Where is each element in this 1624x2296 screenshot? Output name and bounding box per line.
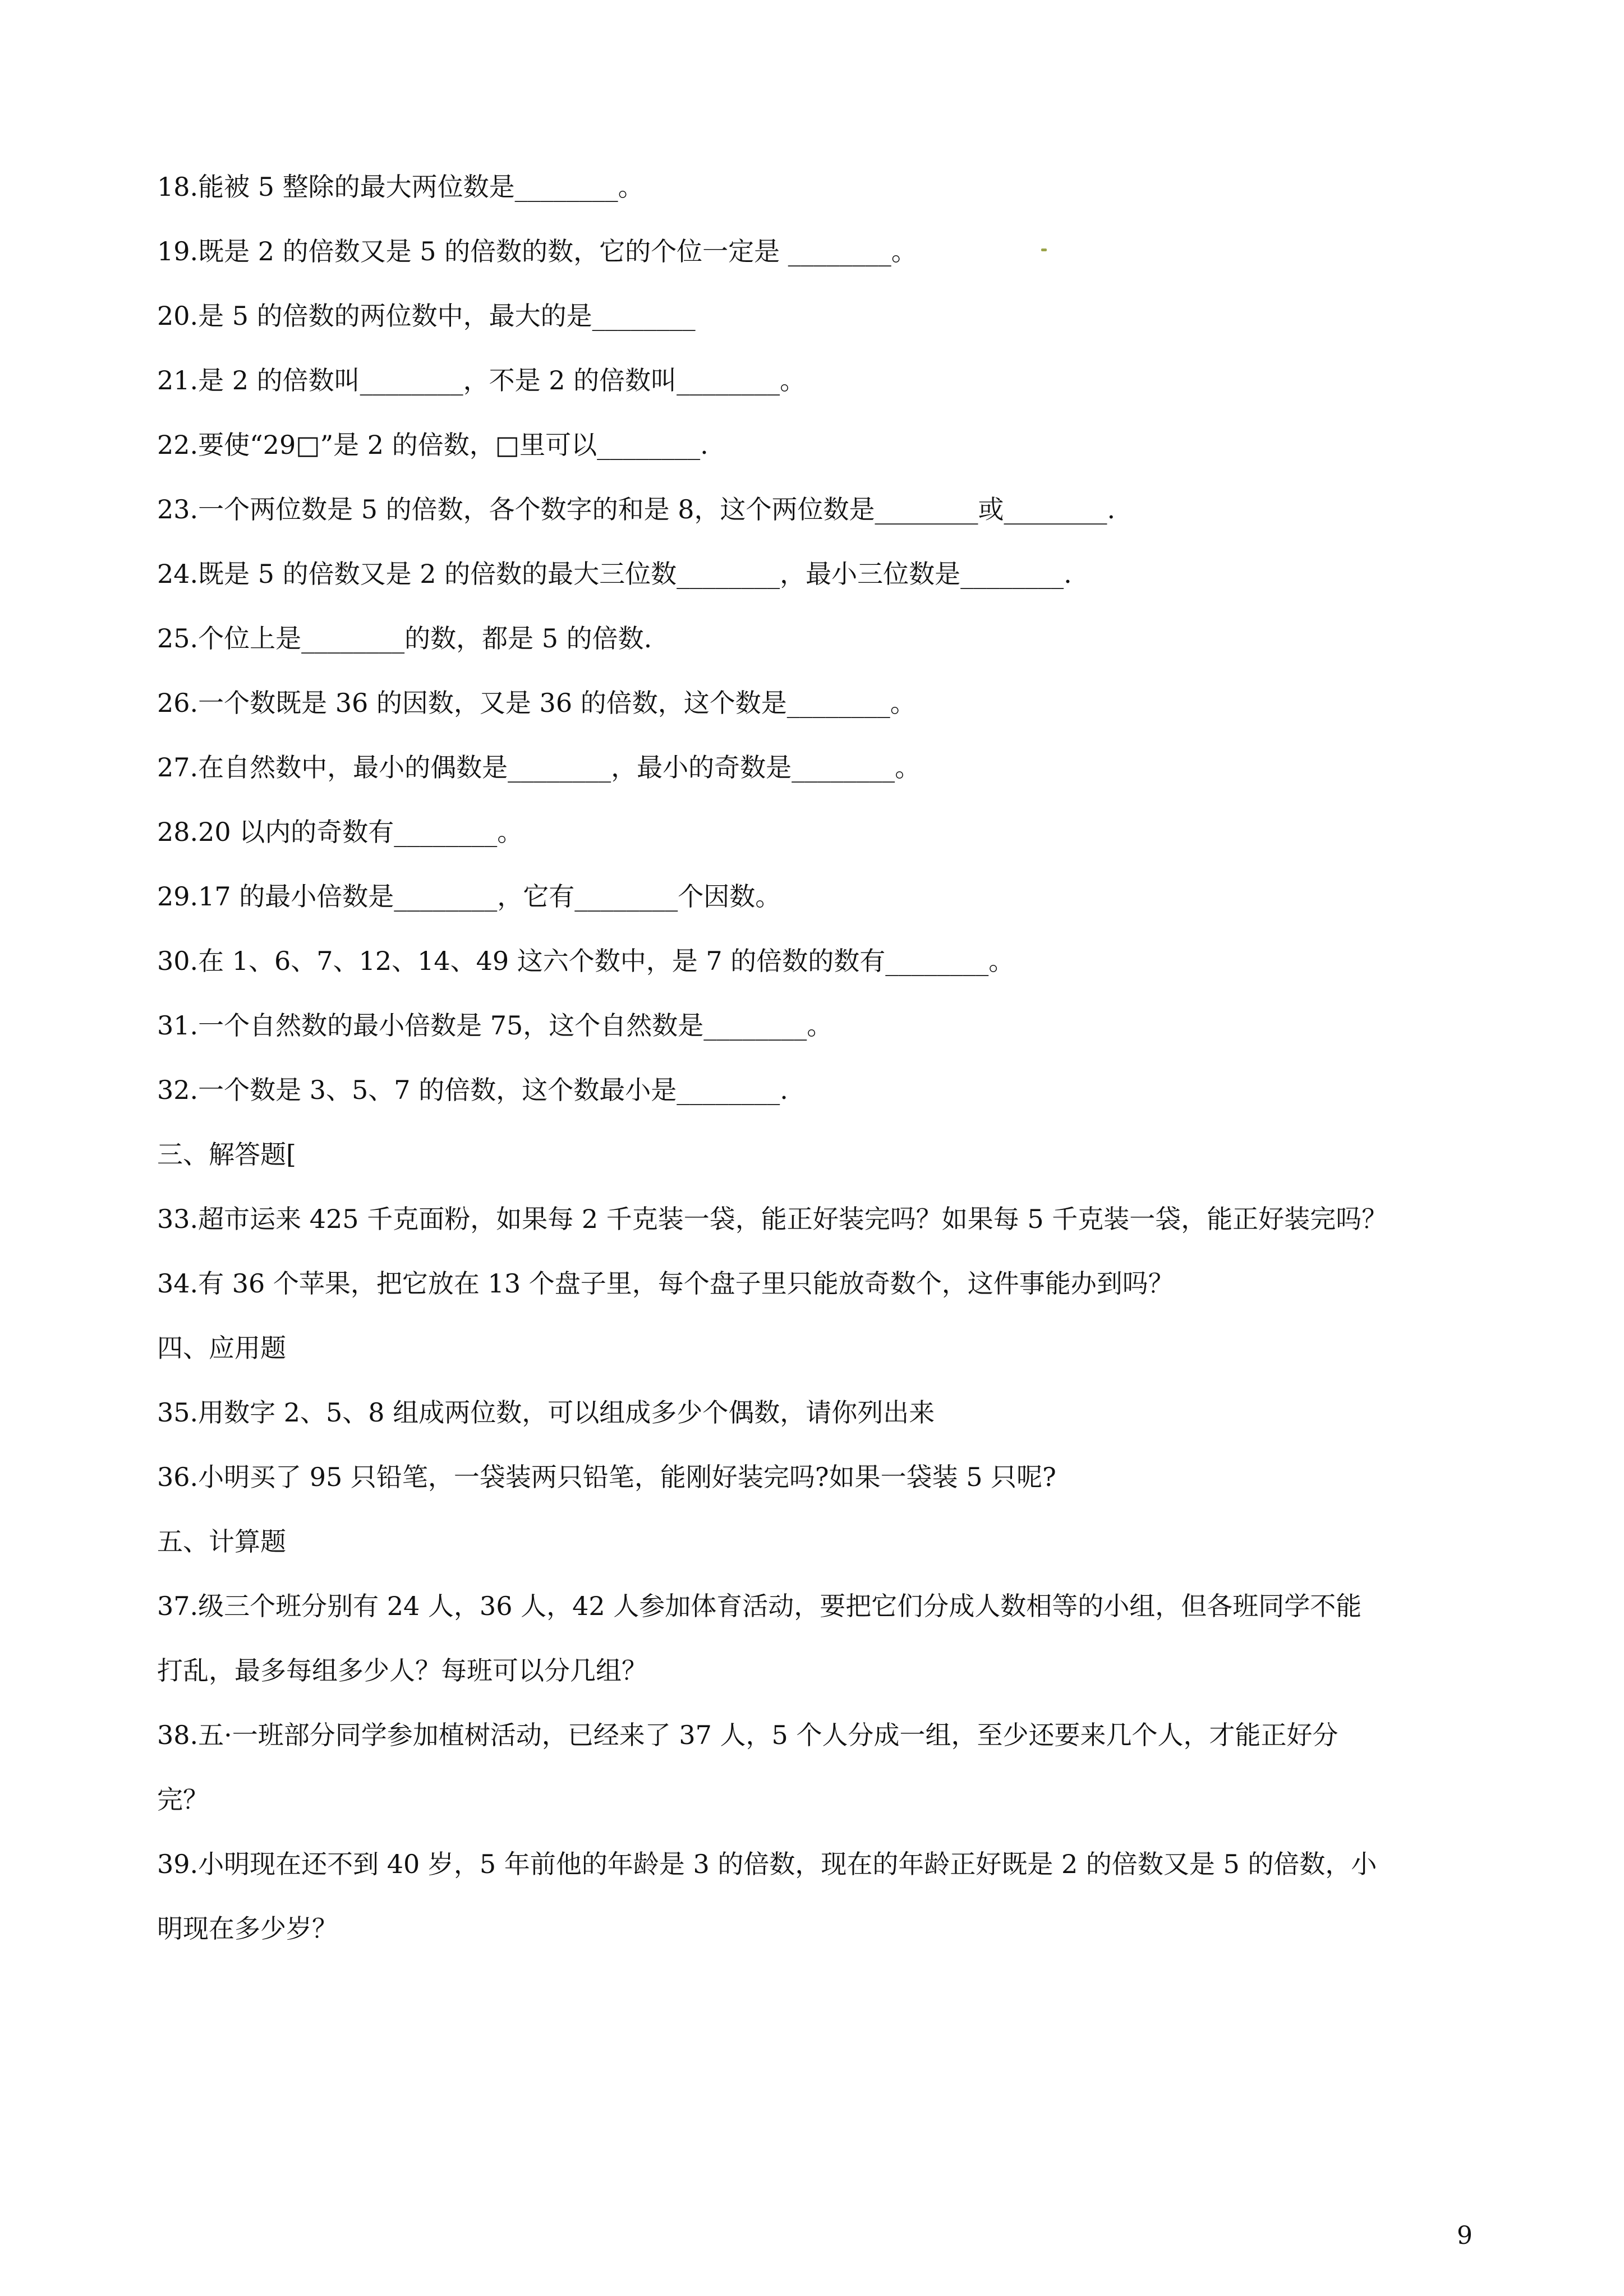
question-36: 36.小明买了 95 只铅笔，一袋装两只铅笔，能刚好装完吗?如果一袋装 5 只呢? [157,1462,1056,1492]
question-32: 32.一个数是 3、5、7 的倍数，这个数最小是________. [157,1075,788,1105]
question-25: 25.个位上是________的数，都是 5 的倍数. [157,623,652,654]
question-18: 18.能被 5 整除的最大两位数是________。 [157,172,644,202]
question-26: 26.一个数既是 36 的因数，又是 36 的倍数，这个数是________。 [157,688,916,718]
question-38-line-2: 完？ [157,1784,209,1815]
question-37-line-2: 打乱，最多每组多少人？每班可以分几组？ [157,1655,647,1686]
question-29: 29.17 的最小倍数是________，它有________个因数。 [157,881,781,912]
page-number: 9 [1457,2221,1473,2250]
question-20: 20.是 5 的倍数的两位数中，最大的是________ [157,301,696,331]
question-37-line-1: 37.级三个班分别有 24 人，36 人，42 人参加体育活动，要把它们分成人数相等的小组，但各班同学不能 [157,1591,1362,1621]
question-22: 22.要使“29□”是 2 的倍数，□里可以________. [157,430,709,460]
question-28: 28.20 以内的奇数有________。 [157,817,523,847]
question-35: 35.用数字 2、5、8 组成两位数，可以组成多少个偶数，请你列出来 [157,1397,935,1428]
section-heading-4: 四、应用题 [157,1333,286,1363]
section-heading-5: 五、计算题 [157,1526,286,1557]
section-heading-3: 三、解答题[ [157,1139,296,1170]
question-31: 31.一个自然数的最小倍数是 75，这个自然数是________。 [157,1010,833,1041]
question-39-line-2: 明现在多少岁？ [157,1913,338,1944]
question-33: 33.超市运来 425 千克面粉，如果每 2 千克装一袋，能正好装完吗？如果每 5 千克装一袋，能正好装完吗？ [157,1204,1388,1234]
question-24: 24.既是 5 的倍数又是 2 的倍数的最大三位数________，最小三位数是________. [157,559,1072,589]
question-27: 27.在自然数中，最小的偶数是________，最小的奇数是________。 [157,752,921,783]
question-23: 23.一个两位数是 5 的倍数，各个数字的和是 8，这个两位数是________或________. [157,494,1116,524]
scan-speck [1041,249,1047,251]
question-34: 34.有 36 个苹果，把它放在 13 个盘子里，每个盘子里只能放奇数个，这件事能办到吗？ [157,1268,1174,1299]
question-38-line-1: 38.五·一班部分同学参加植树活动，已经来了 37 人，5 个人分成一组，至少还要来几个人，才能正好分 [157,1720,1338,1750]
question-21: 21.是 2 的倍数叫________，不是 2 的倍数叫________。 [157,365,806,395]
question-30: 30.在 1、6、7、12、14、49 这六个数中，是 7 的倍数的数有________。 [157,946,1015,976]
question-19: 19.既是 2 的倍数又是 5 的倍数的数，它的个位一定是 ________。 [157,236,917,266]
question-39-line-1: 39.小明现在还不到 40 岁，5 年前他的年龄是 3 的倍数，现在的年龄正好既是 2 的倍数又是 5 的倍数，小 [157,1849,1377,1879]
